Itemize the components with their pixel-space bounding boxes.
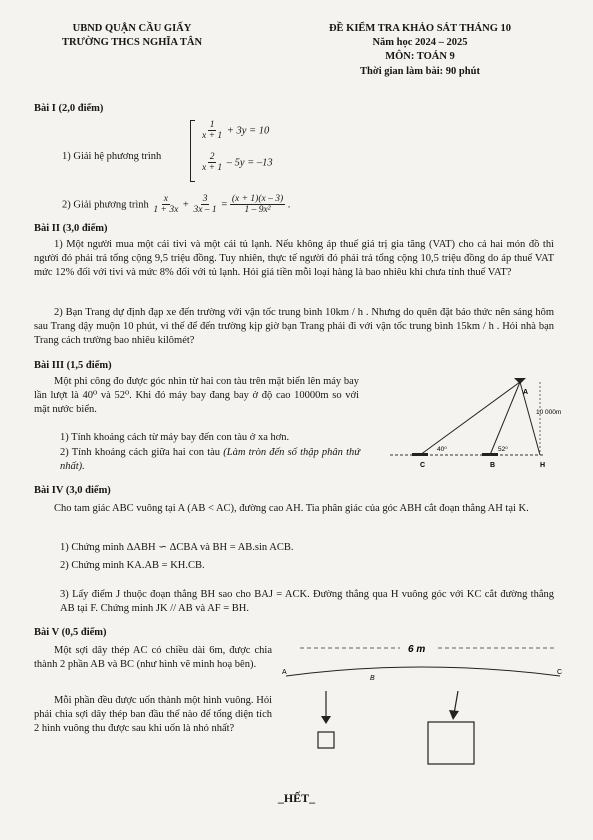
plane-icon [514, 378, 526, 384]
q1-1-label: 1) Giải hệ phương trình [62, 151, 162, 162]
section-4-title: Bài IV (3,0 điểm) [34, 485, 111, 496]
section-3-q2: 2) Tính khoảng cách giữa hai con tàu (Làm tròn đến số thập phân thứ nhất). [60, 447, 360, 473]
section-3-title: Bài III (1,5 điểm) [34, 360, 112, 371]
school-name: TRƯỜNG THCS NGHĨA TÂN [61, 37, 203, 49]
height-label: 10 000m [536, 409, 562, 416]
system-eq-2: $\frac{2}{x + 1}$ – 5y = –13 [202, 152, 273, 174]
ship-C-icon [412, 453, 428, 456]
ships-figure [380, 372, 570, 472]
arrow-right-icon [449, 710, 459, 720]
arrow-right-shaft [454, 691, 458, 714]
section-5-title: Bài V (0,5 điểm) [34, 627, 107, 638]
exam-header [270, 22, 570, 79]
wire-figure [280, 636, 570, 766]
district-name: UBND QUẬN CẦU GIẤY [72, 23, 192, 34]
section-4-text: Cho tam giác ABC vuông tại A (AB < AC), đường cao AH. Tia phân giác của góc ABH cắt đoạn thẳng AH tại K. [54, 503, 529, 514]
school-header [22, 22, 242, 50]
exam-title: ĐỀ KIỂM TRA KHẢO SÁT THÁNG 10 [328, 23, 512, 34]
section-5-text-1: Một sợi dây thép AC có chiều dài 6m, được chia thành 2 phần AB và BC (như hình vẽ minh hoạ bên). [34, 645, 272, 671]
section-4-q3: 3) Lấy điểm J thuộc đoạn thẳng BH sao cho BAJ = ACK. Đường thẳng qua H vuông góc với KC cắt đường thẳng AB tại F. Chứng minh JK // AB và AF = BH. [60, 589, 554, 615]
section-3-q1: 1) Tính khoảng cách từ máy bay đến con tàu ở xa hơn. [60, 432, 290, 443]
subject: MÔN: TOÁN 9 [385, 51, 455, 63]
duration: Thời gian làm bài: 90 phút [360, 65, 480, 77]
small-square [318, 732, 334, 748]
label-C: C [420, 462, 426, 469]
section-4-q2: 2) Chứng minh KA.AB = KH.CB. [60, 560, 205, 571]
section-2-q2: 2) Bạn Trang dự định đạp xe đến trường với vận tốc trung bình 10km / h . Nhưng do quên đặt báo thức nên sáng hôm sau Trang dậy muộn 10 phút, vì thế để đến trường kịp giờ bạn Trang phải đi với vận tốc trung bình 15km / h . Hỏi nhà bạn Trang cách trường bao nhiêu kilômét? [34, 307, 554, 347]
system-brace [190, 120, 195, 182]
section-2-q1: 1) Một người mua một cái tivi và một cái tủ lạnh. Nếu không áp thuế giá trị gia tăng (VAT) cho cả hai món đồ thì người đó phải trả tổng cộng 9,5 triệu đồng. Tuy nhiên, thực tế người đó phải trả tổng cộng 10,5 triệu đồng do áp thuế VAT mức 12% đối với tivi và mức 8% đối với tủ lạnh. Hỏi giá tiền mỗi loại hàng là bao nhiêu khi chưa tính thuế VAT? [34, 239, 554, 279]
ship-B-icon [482, 453, 498, 456]
label-A: A [282, 669, 287, 676]
label-H: H [540, 462, 546, 469]
section-2-title: Bài II (3,0 điểm) [34, 223, 108, 234]
rounding-note: (Làm tròn đến số thập phân thứ nhất). [60, 447, 360, 473]
label-B: B [490, 462, 496, 469]
label-C: C [557, 669, 563, 676]
length-label: 6 m [408, 644, 426, 655]
label-B: B [370, 675, 375, 682]
arrow-left-icon [321, 716, 331, 724]
section-1-title: Bài I (2,0 điểm) [34, 103, 104, 114]
q1-2-label: 2) Giải phương trình [62, 199, 149, 211]
end-mark: _HẾT_ [277, 791, 316, 805]
school-year: Năm học 2024 – 2025 [372, 37, 468, 49]
section-5-text-2: Mỗi phần đều được uốn thành một hình vuông. Hỏi phải chia sợi dây thép ban đầu thế nào để tổng diện tích 2 hình vuông thu được sau khi uốn là nhỏ nhất? [34, 695, 272, 735]
system-eq-1: $\frac{1}{x + 1}$ + 3y = 10 [202, 120, 270, 142]
angle-52: 52⁰ [498, 446, 508, 453]
section-4-q1: 1) Chứng minh ΔABH ∽ ΔCBA và BH = AB.sin ACB. [60, 542, 294, 553]
large-square [428, 722, 474, 764]
label-A: A [523, 389, 529, 396]
wire-curve [286, 667, 563, 676]
q1-2-equation: 2) Giải phương trình $\frac{x}{1 + 3x}$ + $\frac{3}{3x - 1}$ = $\frac{(x + 1)(x - 3)}{\text{1 – 9x²}}$ . [62, 194, 291, 216]
angle-40: 40⁰ [437, 446, 447, 453]
section-3-text: Một phi công đo được góc nhìn từ hai con tàu trên mặt biển lên máy bay lần lượt là 40⁰ và 52⁰. Khi đó máy bay đang bay ở độ cao 10000m so với mặt nước biển. [34, 376, 359, 416]
